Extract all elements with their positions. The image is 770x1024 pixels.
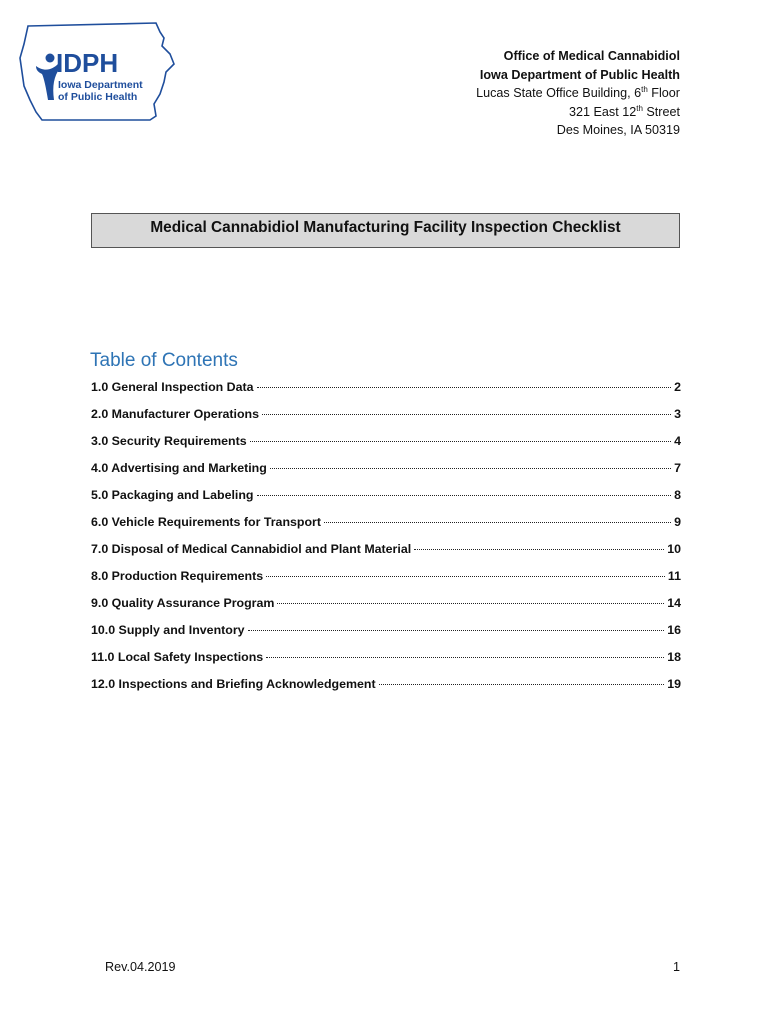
toc-entry-label: 4.0 Advertising and Marketing: [91, 461, 267, 475]
toc-entry-page: 8: [674, 488, 681, 502]
logo-line2: of Public Health: [58, 91, 138, 103]
department-name: Iowa Department of Public Health: [479, 67, 680, 82]
toc-leader-dots: [248, 630, 665, 631]
toc-entry[interactable]: [91, 673, 681, 700]
toc-leader-dots: [257, 387, 672, 388]
toc-entry-label: 2.0 Manufacturer Operations: [91, 407, 260, 421]
street-end: Street: [642, 104, 680, 119]
toc-entry-page: 7: [674, 461, 681, 475]
building-end: Floor: [647, 86, 680, 101]
toc-entry[interactable]: [91, 646, 681, 673]
toc-entry[interactable]: [91, 565, 681, 592]
logo-acronym: IDPH: [56, 48, 119, 78]
toc-entry-page: 11: [667, 569, 681, 583]
toc-entry[interactable]: [91, 484, 681, 511]
toc-entry-page: 16: [667, 623, 681, 637]
figure-head-icon: [46, 54, 55, 63]
toc-entry-page: 18: [667, 650, 681, 664]
toc-entry-label: 11.0 Local Safety Inspections: [91, 650, 264, 664]
toc-leader-dots: [324, 522, 671, 523]
toc-entry[interactable]: [91, 403, 681, 430]
toc-leader-dots: [414, 549, 664, 550]
toc-entry[interactable]: [91, 430, 681, 457]
toc-entry-label: 9.0 Quality Assurance Program: [91, 596, 275, 610]
toc-entry-page: 19: [667, 677, 681, 691]
table-of-contents: [91, 376, 681, 700]
toc-entry-label: 1.0 General Inspection Data: [91, 380, 254, 394]
revision-label: Rev.04.2019: [105, 960, 176, 974]
office-name: Office of Medical Cannabidiol: [503, 49, 680, 63]
toc-entry-page: 14: [667, 596, 681, 610]
city-line: Des Moines, IA 50319: [556, 123, 680, 138]
toc-entry[interactable]: [91, 511, 681, 538]
building-line: [476, 84, 680, 103]
toc-entry-label: 8.0 Production Requirements: [91, 569, 264, 583]
toc-entry-page: 10: [667, 542, 681, 556]
toc-leader-dots: [270, 468, 671, 469]
toc-entry[interactable]: [91, 376, 681, 403]
toc-entry-page: 2: [674, 380, 681, 394]
toc-entry-page: 4: [674, 434, 681, 448]
toc-leader-dots: [277, 603, 664, 604]
building-text: Lucas State Office Building, 6: [476, 86, 642, 101]
toc-entry[interactable]: [91, 619, 681, 646]
toc-entry[interactable]: [91, 592, 681, 619]
street-text: 321 East 12: [569, 104, 637, 119]
toc-entry-page: 9: [674, 515, 681, 529]
toc-leader-dots: [257, 495, 672, 496]
toc-entry-label: 3.0 Security Requirements: [91, 434, 247, 448]
street-sup: th: [636, 103, 643, 113]
toc-heading: Table of Contents: [90, 350, 238, 371]
idph-logo: [14, 20, 176, 124]
building-sup: th: [641, 85, 648, 94]
toc-entry-label: 12.0 Inspections and Briefing Acknowledgement: [91, 677, 376, 691]
document-title: Medical Cannabidiol Manufacturing Facility Inspection Checklist: [91, 213, 680, 248]
toc-entry-label: 6.0 Vehicle Requirements for Transport: [91, 515, 321, 529]
logo-line1: Iowa Department: [58, 79, 143, 91]
toc-leader-dots: [262, 414, 671, 415]
toc-entry-page: 3: [674, 407, 681, 421]
page-number: 1: [672, 960, 680, 974]
toc-entry[interactable]: [91, 457, 681, 484]
toc-leader-dots: [266, 657, 664, 658]
toc-leader-dots: [379, 684, 665, 685]
toc-entry-label: 5.0 Packaging and Labeling: [91, 488, 254, 502]
toc-leader-dots: [266, 576, 665, 577]
office-address-block: [476, 47, 680, 140]
toc-entry-label: 7.0 Disposal of Medical Cannabidiol and Plant Material: [91, 542, 412, 556]
street-line: [476, 103, 680, 122]
toc-leader-dots: [250, 441, 671, 442]
toc-entry-label: 10.0 Supply and Inventory: [91, 623, 245, 637]
toc-entry[interactable]: [91, 538, 681, 565]
